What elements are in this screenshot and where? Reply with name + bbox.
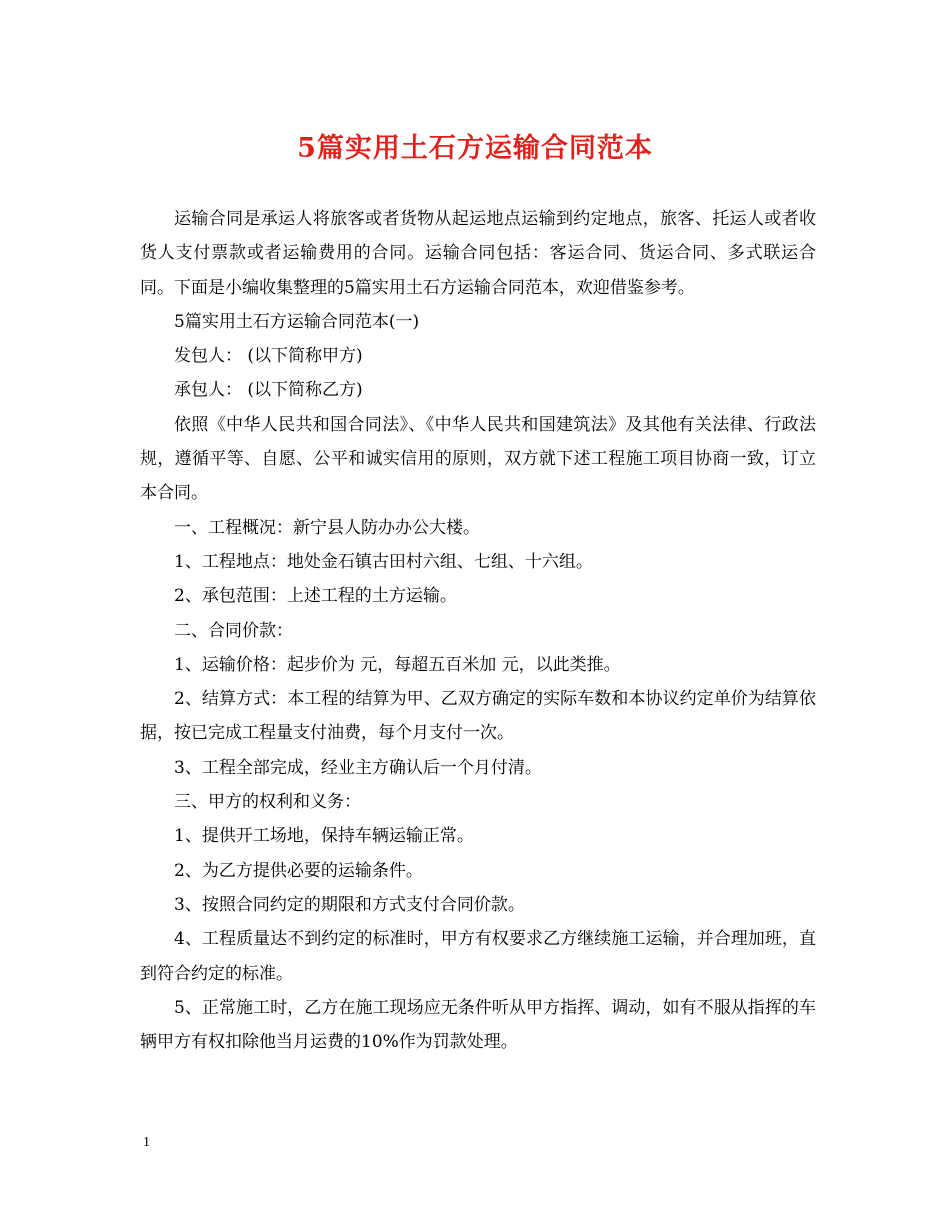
document-body xyxy=(140,202,816,1059)
paragraph-project-overview: 一、工程概况：新宁县人防办办公大楼。 xyxy=(174,517,480,538)
paragraph-party-b: 承包人： (以下简称乙方) xyxy=(174,380,363,401)
paragraph-price-heading: 二、合同价款： xyxy=(174,620,293,641)
paragraph-intro: 运输合同是承运人将旅客或者货物从起运地点运输到约定地点，旅客、托运人或者收货人支付票款或者运输费用的合同。运输合同包括：客运合同、货运合同、多式联运合同。下面是小编收集整理的5篇实用土石方运输合同范本，欢迎借鉴参考。 xyxy=(140,209,816,298)
paragraph-transport-price: 1、运输价格：起步价为 元，每超五百米加 元，以此类推。 xyxy=(174,654,621,675)
paragraph-payment-completion: 3、工程全部完成，经业主方确认后一个月付清。 xyxy=(174,757,542,778)
paragraph-settlement-method: 2、结算方式：本工程的结算为甲、乙双方确定的实际车数和本协议约定单价为结算依据，按已完成工程量支付油费，每个月支付一次。 xyxy=(140,689,816,744)
paragraph-party-a: 发包人： (以下简称甲方) xyxy=(174,346,363,367)
paragraph-party-a-right-1: 1、提供开工场地，保持车辆运输正常。 xyxy=(174,826,474,847)
paragraph-party-a-right-2: 2、为乙方提供必要的运输条件。 xyxy=(174,860,423,881)
paragraph-party-a-right-3: 3、按照合同约定的期限和方式支付合同价款。 xyxy=(174,894,525,915)
document-title: 5篇实用土石方运输合同范本 xyxy=(297,133,653,164)
paragraph-section-heading: 5篇实用土石方运输合同范本(一) xyxy=(174,311,420,332)
paragraph-party-a-right-4: 4、工程质量达不到约定的标准时，甲方有权要求乙方继续施工运输，并合理加班，直到符合约定的标准。 xyxy=(140,929,816,984)
paragraph-legal-basis: 依照《中华人民共和国合同法》、《中华人民共和国建筑法》及其他有关法律、行政法规，遵循平等、自愿、公平和诚实信用的原则，双方就下述工程施工项目协商一致，订立本合同。 xyxy=(140,414,816,504)
paragraph-project-location: 1、工程地点：地处金石镇古田村六组、七组、十六组。 xyxy=(174,551,593,572)
paragraph-party-a-right-5: 5、正常施工时，乙方在施工现场应无条件听从甲方指挥、调动，如有不服从指挥的车辆甲方有权扣除他当月运费的10%作为罚款处理。 xyxy=(140,997,816,1053)
paragraph-contract-scope: 2、承包范围：上述工程的土方运输。 xyxy=(174,586,457,607)
page-number: 1 xyxy=(143,1135,150,1150)
paragraph-party-a-rights-heading: 三、甲方的权利和义务： xyxy=(174,792,361,813)
